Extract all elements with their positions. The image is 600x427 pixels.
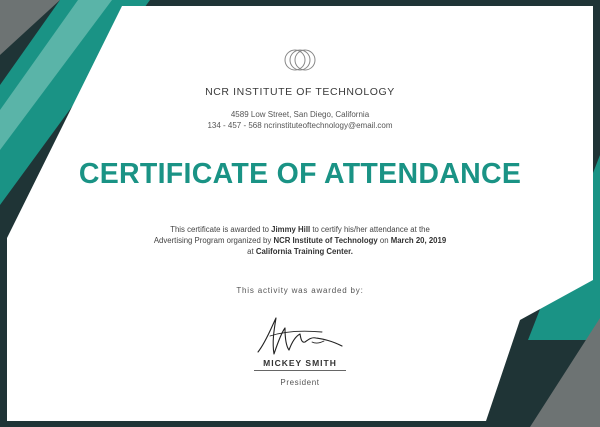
awarded-by-label: This activity was awarded by: bbox=[236, 286, 364, 295]
handwritten-signature bbox=[252, 312, 348, 360]
body-line3-pre: at bbox=[247, 247, 256, 257]
institute-name: NCR INSTITUTE OF TECHNOLOGY bbox=[205, 86, 395, 98]
body-line1-pre: This certificate is awarded to bbox=[170, 225, 272, 234]
event-date: March 20, 2019 bbox=[390, 236, 447, 246]
organizer-name: NCR Institute of Technology bbox=[273, 236, 378, 246]
institute-contact: 134 - 457 - 568 ncrinstituteoftechnology@email.com bbox=[207, 121, 393, 130]
body-line2-pre: Advertising Program organized by bbox=[153, 236, 274, 246]
signature-line bbox=[254, 370, 346, 371]
signer-name: MICKEY SMITH bbox=[263, 358, 337, 368]
institute-address: 4589 Low Street, San Diego, California bbox=[230, 110, 370, 119]
certificate-title: CERTIFICATE OF ATTENDANCE bbox=[78, 158, 522, 190]
event-location: California Training Center. bbox=[255, 247, 353, 257]
interlocking-rings-icon bbox=[282, 46, 318, 74]
certificate-body bbox=[100, 224, 500, 258]
recipient-name: Jimmy Hill bbox=[271, 225, 311, 234]
signer-title: President bbox=[280, 378, 320, 387]
body-line1-post: to certify his/her attendance at the bbox=[310, 225, 430, 234]
body-line2-mid: on bbox=[377, 236, 391, 246]
